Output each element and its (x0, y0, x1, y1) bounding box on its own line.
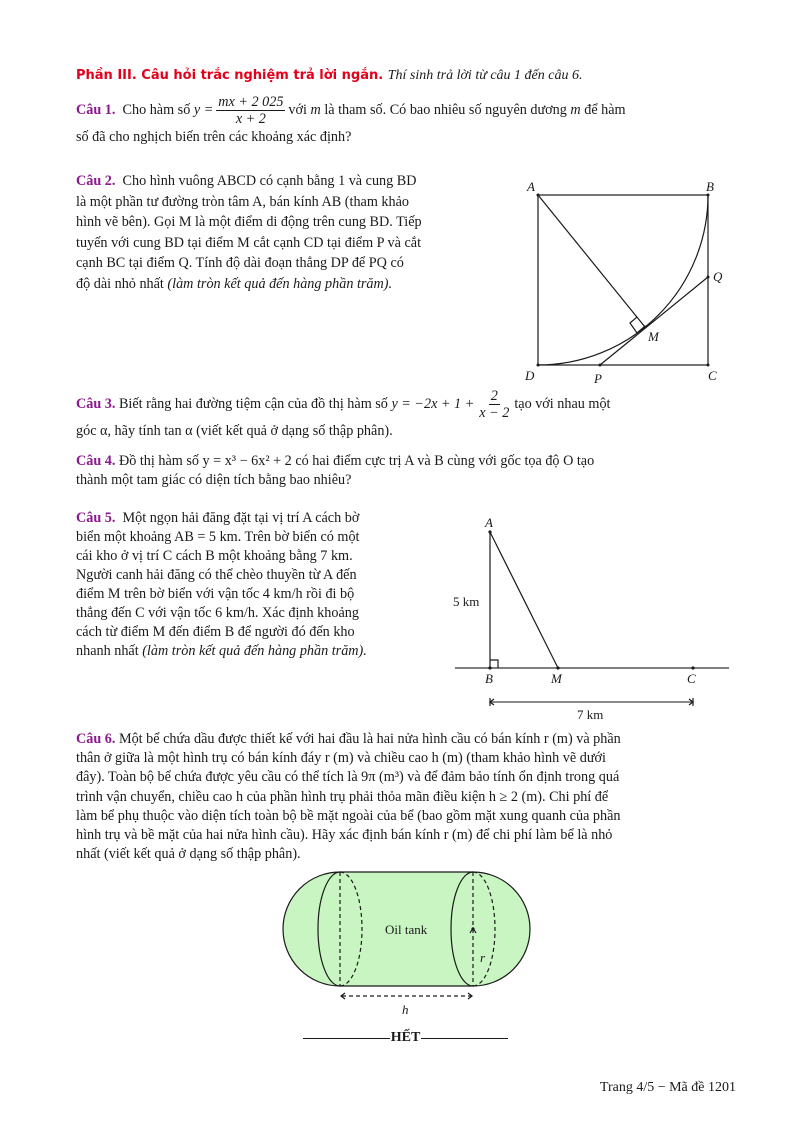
q5-note: (làm tròn kết quả đến hàng phần trăm). (142, 643, 367, 659)
label-d: D (525, 368, 535, 383)
q3-text-before: Biết rằng hai đường tiệm cận của đồ thị hàm số (118, 396, 388, 412)
q6-line: làm bể phụ thuộc vào diện tích toàn bộ bề mặt ngoài của bể (bao gồm mặt xung quanh của phần (76, 807, 621, 824)
q3-formula-lhs: y = −2x + 1 + (391, 396, 475, 412)
label-a: A (485, 515, 493, 530)
label-p: P (594, 371, 602, 385)
end-rule-right (421, 1038, 508, 1039)
question-label: Câu 5. (76, 510, 116, 526)
q1-var-m2: m (570, 102, 581, 118)
q2-line: tuyến với cung BD tại điểm M cắt cạnh CD tại điểm P và cắt (76, 234, 422, 251)
q2-figure-square (518, 175, 738, 385)
height-label: h (402, 1002, 409, 1017)
q1-frac-den: x + 2 (235, 111, 266, 127)
q5-line: Một ngọn hải đăng đặt tại vị trí A cách bờ (122, 510, 360, 526)
question-label: Câu 2. (76, 173, 116, 189)
radius-label: r (480, 950, 486, 965)
tank-label: Oil tank (385, 922, 428, 937)
q1-text-after-2: là tham số. Có bao nhiêu số nguyên dương (324, 102, 567, 118)
question-1 (76, 94, 736, 148)
q3-fraction (477, 388, 511, 421)
question-2 (76, 171, 502, 295)
section-heading (76, 68, 583, 84)
question-3 (76, 388, 736, 442)
q1-text-before: Cho hàm số (122, 102, 191, 118)
q6-line: hình trụ và bề mặt của hai nửa hình cầu). Hãy xác định bán kính r (m) để chi phí làm bể là nhỏ (76, 827, 613, 844)
question-5 (76, 509, 432, 661)
question-label: Câu 4. (76, 453, 116, 469)
end-mark-text: HẾT (390, 1030, 421, 1045)
label-m: M (551, 671, 562, 686)
q6-line: nhất (viết kết quả ở dạng số thập phân). (76, 846, 301, 863)
label-b: B (706, 179, 714, 194)
question-label: Câu 1. (76, 102, 116, 118)
q6-line: Một bể chứa dầu được thiết kế với hai đầu là hai nửa hình cầu có bán kính r (m) và phần (118, 731, 621, 747)
section-title: Phần III. Câu hỏi trắc nghiệm trả lời ngắn. (76, 68, 384, 83)
q2-note: (làm tròn kết quả đến hàng phần trăm). (167, 275, 393, 292)
question-4 (76, 452, 736, 490)
q4-line-1: Đồ thị hàm số y = x³ − 6x² + 2 có hai điểm cực trị A và B cùng với gốc tọa độ O tạo (118, 453, 595, 469)
q5-line: điểm M trên bờ biển với vận tốc 4 km/h rồi đi bộ (76, 586, 355, 602)
label-b: B (485, 671, 493, 686)
question-6 (76, 730, 736, 864)
q5-line: cái kho ở vị trí C cách B một khoảng bằng 7 km. (76, 548, 353, 564)
q1-text-after-1: với (288, 102, 307, 118)
q4-line-2: thành một tam giác có diện tích bằng bao nhiêu? (76, 472, 352, 488)
q5-line: nhanh nhất (76, 643, 139, 659)
label-m: M (648, 329, 659, 344)
q3-line-2: góc α, hãy tính tan α (viết kết quả ở dạng số thập phân). (76, 423, 393, 439)
q6-line: đây). Toàn bộ bể chứa được yêu cầu có thể tích là 9π (m³) và để đảm bảo tính ổn định trong quá (76, 769, 620, 786)
q3-frac-den: x − 2 (479, 405, 510, 421)
end-rule-left (303, 1038, 390, 1039)
label-a: A (527, 179, 535, 194)
q2-line: là một phần tư đường tròn tâm A, bán kính AB (tham khảo (76, 193, 409, 210)
q6-line: thân ở giữa là một hình trụ có bán kính đáy r (m) và chiều cao h (m) (tham khảo hình vẽ dưới (76, 750, 606, 767)
q6-figure-oil-tank (280, 868, 535, 1018)
q5-line: Người canh hải đăng có thể chèo thuyền từ A đến (76, 567, 357, 583)
q3-text-after: tạo với nhau một (514, 396, 611, 412)
q2-line: độ dài nhỏ nhất (76, 275, 164, 292)
q2-line: hình vẽ bên). Gọi M là một điểm di động trên cung BD. Tiếp (76, 214, 422, 231)
q3-frac-num: 2 (490, 388, 498, 404)
q5-line: thẳng đến C với vận tốc 6 km/h. Xác định khoảng (76, 605, 359, 621)
q1-fraction (216, 94, 285, 127)
q1-line-2: số đã cho nghịch biến trên các khoảng xác định? (76, 129, 352, 145)
q5-line: cách từ điểm M đến điểm B để người đó đến kho (76, 624, 355, 640)
label-ab-distance: 5 km (453, 594, 480, 609)
q5-line: biển một khoảng AB = 5 km. Trên bờ biển có một (76, 529, 360, 545)
label-c: C (687, 671, 696, 686)
q5-figure-lighthouse (445, 510, 735, 725)
question-label: Câu 6. (76, 731, 116, 747)
q1-text-after-3: để hàm (584, 102, 626, 118)
page-footer: Trang 4/5 − Mã đề 1201 (599, 1080, 736, 1095)
end-mark (303, 1030, 508, 1046)
q1-frac-num: mx + 2 025 (218, 94, 284, 110)
q1-formula-lhs: y = (193, 102, 214, 118)
label-q: Q (713, 269, 723, 284)
q1-var-m: m (310, 102, 321, 118)
q2-line: cạnh BC tại điểm Q. Tính độ dài đoạn thẳng DP để PQ có (76, 255, 404, 272)
label-c: C (708, 368, 717, 383)
question-label: Câu 3. (76, 396, 116, 412)
label-bc-distance: 7 km (577, 707, 604, 722)
q2-line: Cho hình vuông ABCD có cạnh bằng 1 và cung BD (122, 173, 417, 189)
q6-line: trình vận chuyển, chiều cao h của phần hình trụ phải thỏa mãn điều kiện h ≥ 2 (m). Chi phí để (76, 788, 609, 805)
section-instruction: Thí sinh trả lời từ câu 1 đến câu 6. (387, 68, 583, 83)
